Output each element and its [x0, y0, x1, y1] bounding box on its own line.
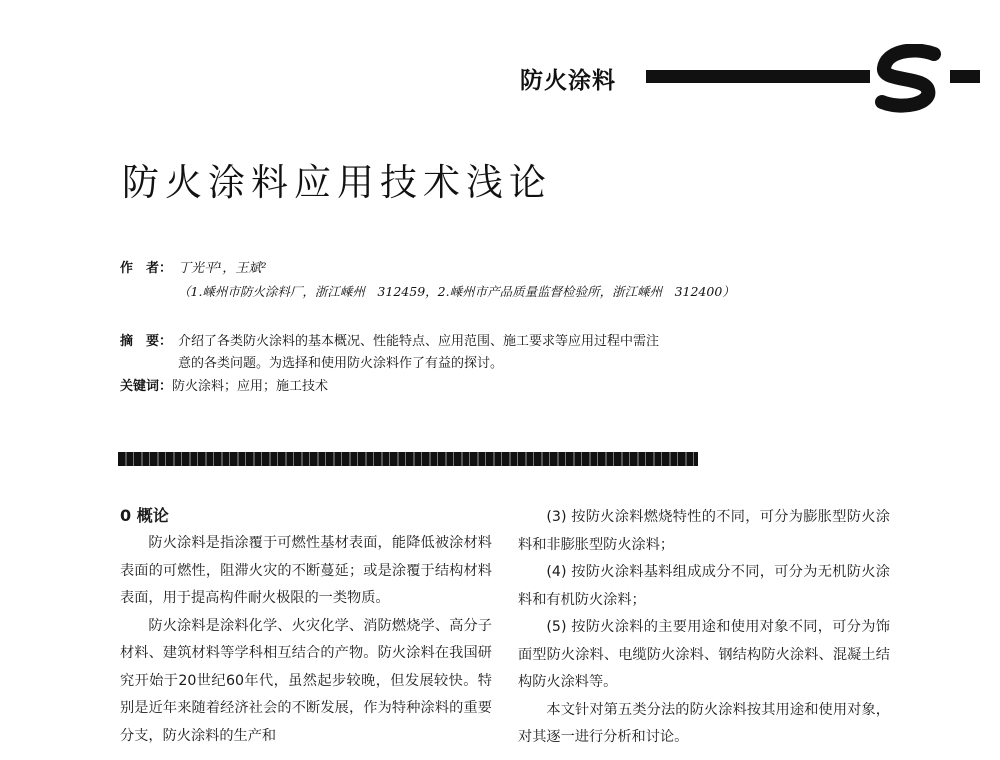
body-right-column [518, 504, 890, 752]
abstract-text-line1: 介绍了各类防火涂料的基本概况、性能特点、应用范围、施工要求等应用过程中需注 [178, 334, 660, 349]
article-title: 防火涂料应用技术浅论 [122, 161, 552, 204]
section-divider [118, 452, 698, 466]
header-rule-tail [950, 70, 980, 83]
body-paragraph: (5) 按防火涂料的主要用途和使用对象不同，可分为饰面型防火涂料、电缆防火涂料、钢结构防火涂料、混凝土结构防火涂料等。 [518, 619, 890, 690]
body-paragraph: (4) 按防火涂料基料组成成分不同，可分为无机防火涂料和有机防火涂料； [518, 564, 890, 608]
abstract-block [120, 331, 780, 375]
body-paragraph: 防火涂料是指涂覆于可燃性基材表面，能降低被涂材料表面的可燃性，阻滞火灾的不断蔓延；或是涂覆于结构材料表面，用于提高构件耐火极限的一类物质。 [120, 535, 492, 606]
authors-label: 作 者： [120, 261, 173, 276]
authors-line [120, 258, 266, 280]
section-heading: 0 概论 [120, 506, 169, 525]
header-rule [646, 70, 870, 83]
body-left-column [120, 504, 492, 750]
abstract-text-line2: 意的各类问题。为选择和使用防火涂料作了有益的探讨。 [178, 356, 504, 371]
body-paragraph: 本文针对第五类分法的防火涂料按其用途和使用对象，对其逐一进行分析和讨论。 [518, 701, 890, 745]
issue-number-mark [872, 44, 952, 114]
body-paragraph: 防火涂料是涂料化学、火灾化学、消防燃烧学、高分子材料、建筑材料等学科相互结合的产物。防火涂料在我国研究开始于20世纪60年代，虽然起步较晚，但发展较快。特别是近年来随着经济社会的不断发展，作为特种涂料的重要分支，防火涂料的生产和 [120, 617, 492, 744]
section-label: 防火涂料 [520, 67, 616, 94]
keywords-line [120, 376, 328, 398]
body-paragraph: (3) 按防火涂料燃烧特性的不同，可分为膨胀型防火涂料和非膨胀型防火涂料； [518, 509, 890, 553]
keywords-text: 防火涂料；应用；施工技术 [172, 379, 329, 394]
author-names: 丁光平¹，王斌² [178, 261, 267, 276]
affiliation: （1.嵊州市防火涂料厂，浙江嵊州 312459，2.嵊州市产品质量监督检验所，浙江嵊州 312400） [178, 284, 735, 299]
keywords-label: 关键词： [120, 379, 173, 394]
abstract-label: 摘 要： [120, 334, 173, 349]
